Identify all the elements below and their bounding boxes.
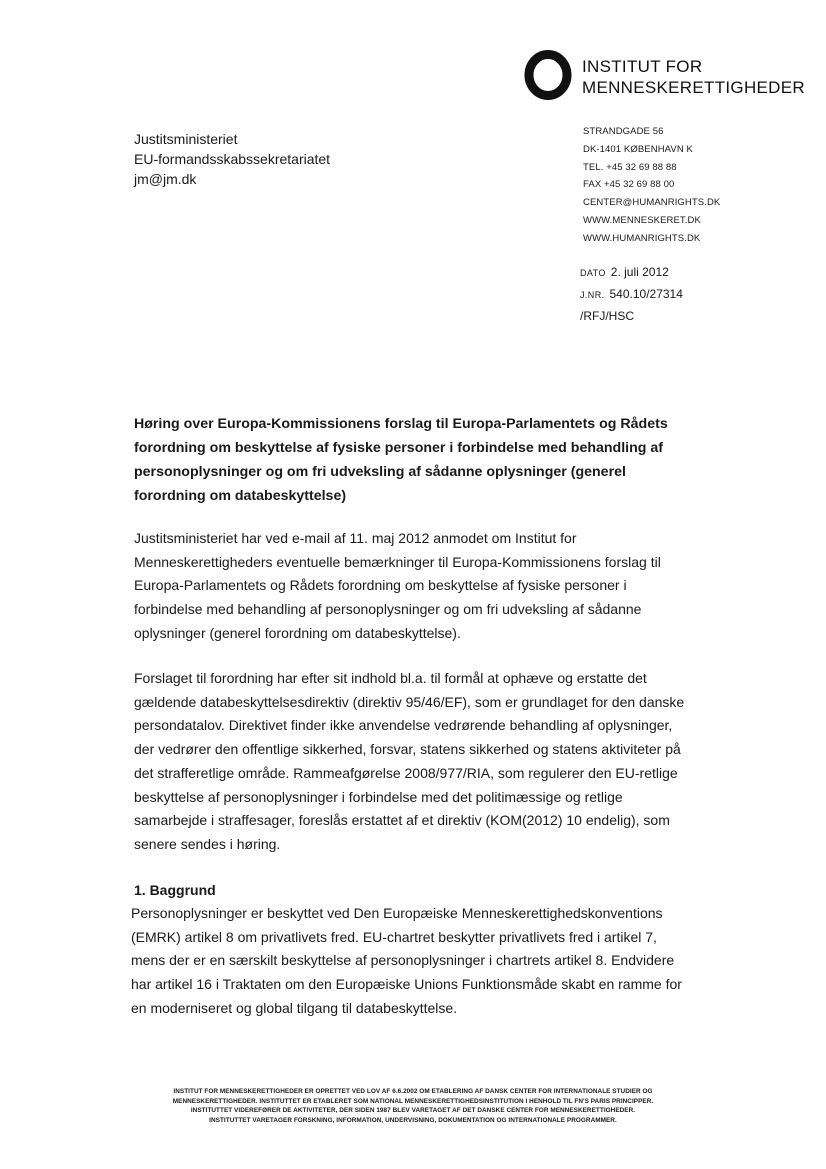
footer-line: MENNESKERETTIGHEDER. INSTITUTTET ER ETABLERET SOM NATIONAL MENNESKERETTIGHEDSINSTITUTION I HENHOLD TIL FN'S PARIS PRINCIPPER. [172,1097,654,1105]
institute-name [582,56,805,98]
text-line: persondatalov. Direktivet finder ikke anvendelse vedrørende behandling af oplysninger, [134,717,673,734]
text-line: forbindelse med behandling af personoplysninger og om fri udveksling af sådanne [134,601,642,618]
legal-footer [100,1087,726,1125]
subject-line: Høring over Europa-Kommissionens forslag til Europa-Parlamentets og Rådets [134,416,668,432]
text-line: Menneskerettigheders eventuelle bemærkninger til Europa-Kommissionens forslag til [134,553,661,570]
subject-line: forordning om beskyttelse af fysiske personer i forbindelse med behandling af [134,440,663,456]
contact-email: CENTER@HUMANRIGHTS.DK [583,197,721,209]
institute-name-line1: INSTITUT FOR [582,57,703,76]
text-line: en moderniseret og global tilgang til databeskyttelse. [131,999,458,1016]
text-line: beskyttelse af personoplysninger i forbindelse med det politimæssige og retlige [134,788,623,805]
reference-initials: /RFJ/HSC [580,309,634,323]
contact-website: WWW.MENNESKERET.DK [583,214,701,226]
footer-line: INSTITUTTET VIDEREFØRER DE AKTIVITETER, DER SIDEN 1987 BLEV VARETAGET AF DET DANSKE CENTER FOR MENNESKERETTIGHEDER. [190,1107,636,1114]
journal-number-row [580,284,683,306]
contact-city: DK-1401 KØBENHAVN K [583,143,693,155]
text-line: Europa-Parlamentets og Rådets forordning om beskyttelse af fysiske personer i [134,577,627,594]
date-row [580,262,683,284]
text-line: Forslaget til forordning har efter sit indhold bl.a. til formål at ophæve og erstatte det [134,670,647,686]
subject-line: personoplysninger og om fri udveksling af sådanne oplysninger (generel [134,464,626,480]
body-paragraph-1 [134,527,694,646]
footer-line: INSTITUTTET VARETAGER FORSKNING, INFORMATION, UNDERVISNING, DOKUMENTATION OG INTERNATIONALE PROGRAMMER. [209,1116,617,1124]
contact-fax: FAX +45 32 69 88 00 [583,179,675,191]
text-line: samarbejde i straffesager, foreslås erstattet af et direktiv (KOM(2012) 10 endelig), som [134,812,670,829]
text-line: senere sendes i høring. [134,835,281,852]
letter-subject [134,412,674,508]
letter-meta [580,262,683,327]
section-heading: 1. Baggrund [134,882,216,898]
contact-website: WWW.HUMANRIGHTS.DK [583,232,701,244]
subject-line: forordning om databeskyttelse) [134,488,347,504]
text-line: Justitsministeriet har ved e-mail af 11. maj 2012 anmodet om Institut for [134,530,577,546]
journal-number-label: J.NR. [580,290,605,300]
footer-line: INSTITUT FOR MENNESKERETTIGHEDER ER OPRETTET VED LOV AF 6.6.2002 OM ETABLERING AF DANSK CENTER FOR INTERNATIONALE STUDIER OG [173,1088,653,1095]
text-line: oplysninger (generel forordning om databeskyttelse). [134,624,461,641]
date-value: 2. juli 2012 [610,265,669,279]
contact-street: STRANDGADE 56 [583,126,664,137]
body-paragraph-3 [131,902,691,1021]
recipient-line: EU-formandsskabssekretariatet [134,151,331,167]
sender-contact-block [583,123,720,248]
recipient-email: jm@jm.dk [134,171,197,187]
text-line: mens der er en særskilt beskyttelse af personoplysninger i chartrets artikel 8. Endvidere [131,952,675,969]
contact-phone: TEL. +45 32 69 88 88 [583,161,677,173]
recipient-line: Justitsministeriet [134,131,238,147]
body-paragraph-2 [134,667,694,857]
text-line: der vedrører den offentlige sikkerhed, forsvar, statens sikkerhed og statens aktiviteter på [134,741,681,758]
institute-name-line2: MENNESKERETTIGHEDER [582,78,805,97]
recipient-address [134,129,330,189]
text-line: Personoplysninger er beskyttet ved Den Europæiske Menneskerettighedskonventions [131,905,663,921]
text-line: gældende databeskyttelsesdirektiv (direktiv 95/46/EF), som er grundlaget for den danske [134,693,685,710]
text-line: har artikel 16 i Traktaten om den Europæiske Unions Funktionsmåde skabt en ramme for [131,976,682,993]
text-line: (EMRK) artikel 8 om privatlivets fred. EU-chartret beskytter privatlivets fred i artikel 7, [131,928,657,945]
date-label: DATO [580,268,606,278]
text-line: det strafferetlige område. Rammeafgørelse 2008/977/RIA, som regulerer den EU-retlige [134,764,678,781]
institute-logo-icon [523,50,573,100]
journal-number-value: 540.10/27314 [609,287,683,301]
